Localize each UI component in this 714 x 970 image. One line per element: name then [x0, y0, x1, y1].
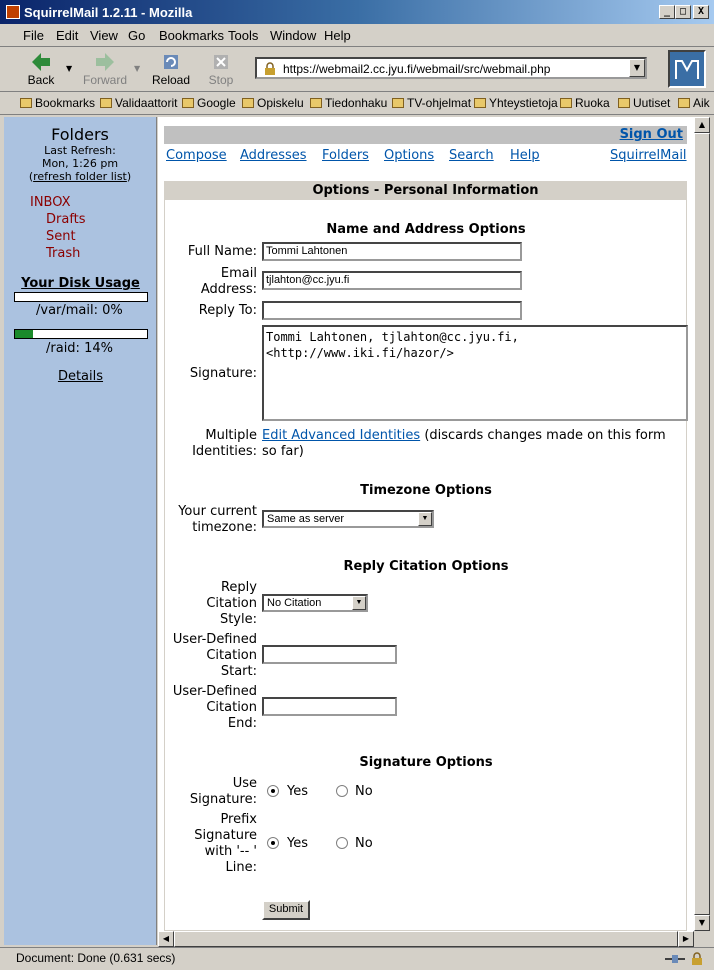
chevron-down-icon: ▼: [418, 512, 432, 526]
timezone-select[interactable]: [262, 510, 434, 528]
forward-arrow-icon: [95, 52, 115, 72]
menu-edit[interactable]: Edit: [56, 28, 79, 43]
discard-note-line1: (discards changes made on this form: [424, 428, 666, 443]
prefix-signature-label-line2: Signature: [194, 828, 257, 843]
top-bar: [164, 126, 687, 144]
scroll-right-icon[interactable]: ▶: [678, 931, 694, 947]
citation-end-field[interactable]: [262, 697, 397, 716]
raid-usage-text: /raid: 14%: [46, 341, 113, 356]
bookmark-item[interactable]: Validaattorit: [100, 96, 177, 110]
options-link[interactable]: Options: [384, 148, 435, 163]
citation-style-label-line3: Style:: [219, 612, 257, 627]
url-dropdown-icon[interactable]: ▼: [629, 59, 645, 77]
prefix-signature-label-line1: Prefix: [220, 812, 257, 827]
timezone-value: Same as server: [267, 513, 345, 525]
citation-style-value: No Citation: [267, 597, 322, 609]
folder-sent[interactable]: Sent: [46, 229, 76, 244]
details-link[interactable]: Details: [57, 369, 104, 384]
email-field[interactable]: tjlahton@cc.jyu.fi: [262, 271, 522, 290]
multiple-identities-label-line1: Multiple: [205, 428, 257, 443]
var-mail-usage-text: /var/mail: 0%: [36, 303, 123, 318]
addresses-link[interactable]: Addresses: [240, 148, 307, 163]
reply-to-label: Reply To:: [198, 303, 257, 318]
citation-style-label-line2: Citation: [206, 596, 257, 611]
stop-label: Stop: [208, 73, 234, 87]
squirrelmail-link[interactable]: SquirrelMail: [610, 148, 687, 163]
raid-usage-fill: [15, 330, 33, 338]
bookmark-item[interactable]: Opiskelu: [242, 96, 304, 110]
prefix-signature-no-radio[interactable]: [336, 837, 348, 849]
reload-label: Reload: [151, 73, 191, 87]
identities-row: [262, 428, 666, 444]
citation-start-label-line2: Citation: [206, 648, 257, 663]
scroll-thumb[interactable]: [694, 133, 710, 915]
folders-title: Folders: [51, 125, 109, 144]
disk-usage-title: Your Disk Usage: [21, 276, 140, 291]
status-text: Document: Done (0.631 secs): [16, 951, 176, 965]
scroll-down-icon[interactable]: ▼: [694, 915, 710, 931]
paren-close: ): [126, 170, 132, 183]
multiple-identities-label-line2: Identities:: [192, 444, 257, 459]
main-content: [158, 117, 694, 931]
reload-button[interactable]: [146, 50, 196, 90]
citation-style-label-line1: Reply: [220, 580, 257, 595]
prefix-signature-no-label: No: [355, 836, 373, 851]
paren-open: (: [28, 170, 34, 183]
maximize-button[interactable]: □: [675, 5, 691, 19]
bookmark-item[interactable]: Uutiset: [618, 96, 670, 110]
use-signature-no-radio[interactable]: [336, 785, 348, 797]
email-label-line2: Address:: [200, 282, 257, 297]
stop-icon: [211, 52, 231, 72]
edit-advanced-identities-link[interactable]: Edit Advanced Identities: [262, 428, 421, 443]
raid-usage-bar: [14, 329, 148, 339]
back-history-dropdown-icon[interactable]: ▼: [66, 64, 73, 73]
menu-tools[interactable]: Tools: [228, 28, 259, 43]
var-mail-usage-bar: [14, 292, 148, 302]
citation-start-label-line1: User-Defined: [172, 632, 257, 647]
folders-sidebar: [4, 117, 157, 945]
full-name-label: Full Name:: [187, 244, 257, 259]
menu-bookmarks[interactable]: Bookmarks: [159, 28, 225, 43]
scroll-left-icon[interactable]: ◀: [158, 931, 174, 947]
sign-out-link[interactable]: Sign Out: [619, 127, 683, 142]
folder-drafts[interactable]: Drafts: [46, 212, 86, 227]
minimize-button[interactable]: _: [659, 5, 675, 19]
horizontal-scroll-thumb[interactable]: [174, 931, 678, 947]
back-arrow-icon: [31, 52, 51, 72]
refresh-folder-list-link[interactable]: refresh folder list: [33, 170, 127, 183]
help-link[interactable]: Help: [510, 148, 540, 163]
forward-button[interactable]: [80, 50, 130, 90]
back-button[interactable]: [16, 50, 66, 90]
menu-go[interactable]: Go: [128, 28, 146, 43]
page-title: Options - Personal Information: [164, 181, 687, 200]
title-bar: [0, 0, 714, 24]
mozilla-icon: [6, 5, 20, 19]
timezone-heading: Timezone Options: [360, 483, 492, 498]
folder-inbox[interactable]: INBOX: [30, 195, 71, 210]
reply-to-field[interactable]: [262, 301, 522, 320]
bookmark-item[interactable]: Aik: [678, 96, 710, 110]
last-refresh-label: Last Refresh:: [44, 144, 116, 157]
bookmark-item[interactable]: Bookmarks: [20, 96, 95, 110]
menu-bar: [0, 25, 714, 47]
bookmark-item[interactable]: Ruoka: [560, 96, 610, 110]
signature-label: Signature:: [189, 366, 257, 381]
citation-end-label-line1: User-Defined: [172, 684, 257, 699]
site-lock-icon: [263, 62, 277, 76]
signature-textarea[interactable]: Tommi Lahtonen, tjlahton@cc.jyu.fi, <http://www.iki.fi/hazor/>: [262, 325, 688, 421]
bookmark-item[interactable]: Tiedonhaku: [310, 96, 387, 110]
timezone-label-line2: timezone:: [192, 520, 257, 535]
scroll-up-icon[interactable]: ▲: [694, 117, 710, 133]
mozilla-throbber-icon[interactable]: [668, 50, 706, 88]
last-refresh-time: Mon, 1:26 pm: [41, 157, 119, 170]
citation-style-select[interactable]: [262, 594, 368, 612]
search-link[interactable]: Search: [449, 148, 494, 163]
email-label-line1: Email: [220, 266, 257, 281]
close-button[interactable]: X: [693, 5, 709, 19]
prefix-signature-yes-radio[interactable]: [267, 837, 279, 849]
url-text: https://webmail2.cc.jyu.fi/webmail/src/webmail.php: [283, 62, 551, 76]
prefix-signature-label-line4: Line:: [225, 860, 257, 875]
bookmarks-toolbar: [0, 93, 714, 115]
throbber-logo-icon: [670, 52, 704, 86]
discard-note-line2: so far): [262, 444, 304, 459]
stop-button[interactable]: [196, 50, 246, 90]
back-label: Back: [27, 73, 55, 87]
folder-trash[interactable]: Trash: [46, 246, 81, 261]
prefix-signature-label-line3: with '-- ': [204, 844, 257, 859]
forward-history-dropdown-icon[interactable]: ▼: [134, 64, 141, 73]
security-lock-icon[interactable]: [690, 952, 704, 966]
bookmark-item[interactable]: Yhteystietoja: [474, 96, 558, 110]
use-signature-no-label: No: [355, 784, 373, 799]
reload-icon: [161, 52, 181, 72]
chevron-down-icon: ▼: [352, 596, 366, 610]
citation-end-label-line3: End:: [227, 716, 257, 731]
citation-end-label-line2: Citation: [206, 700, 257, 715]
horizontal-scrollbar[interactable]: [158, 931, 694, 947]
citation-start-field[interactable]: [262, 645, 397, 664]
full-name-field[interactable]: Tommi Lahtonen: [262, 242, 522, 261]
vertical-scrollbar[interactable]: [694, 117, 710, 931]
citation-start-label-line3: Start:: [220, 664, 257, 679]
forward-label: Forward: [82, 73, 127, 87]
prefix-signature-yes-label: Yes: [287, 836, 308, 851]
menu-view[interactable]: View: [90, 28, 118, 43]
window-title: SquirrelMail 1.2.11 - Mozilla: [24, 5, 193, 20]
use-signature-yes-label: Yes: [287, 784, 308, 799]
signature-options-heading: Signature Options: [359, 755, 493, 770]
bookmark-item[interactable]: TV-ohjelmat: [392, 96, 471, 110]
submit-button[interactable]: Submit: [262, 900, 310, 920]
reply-citation-heading: Reply Citation Options: [343, 559, 509, 574]
use-signature-label-line1: Use: [232, 776, 257, 791]
menu-file[interactable]: File: [23, 28, 44, 43]
menu-help[interactable]: Help: [324, 28, 351, 43]
url-bar[interactable]: [255, 57, 647, 79]
refresh-line: [4, 170, 156, 183]
menu-window[interactable]: Window: [270, 28, 317, 43]
bookmark-item[interactable]: Google: [182, 96, 236, 110]
timezone-label-line1: Your current: [178, 504, 257, 519]
online-status-icon[interactable]: [664, 952, 686, 966]
status-bar: [0, 947, 714, 970]
use-signature-label-line2: Signature:: [189, 792, 257, 807]
name-address-heading: Name and Address Options: [326, 222, 526, 237]
compose-link[interactable]: Compose: [166, 148, 227, 163]
folders-link[interactable]: Folders: [322, 148, 369, 163]
use-signature-yes-radio[interactable]: [267, 785, 279, 797]
